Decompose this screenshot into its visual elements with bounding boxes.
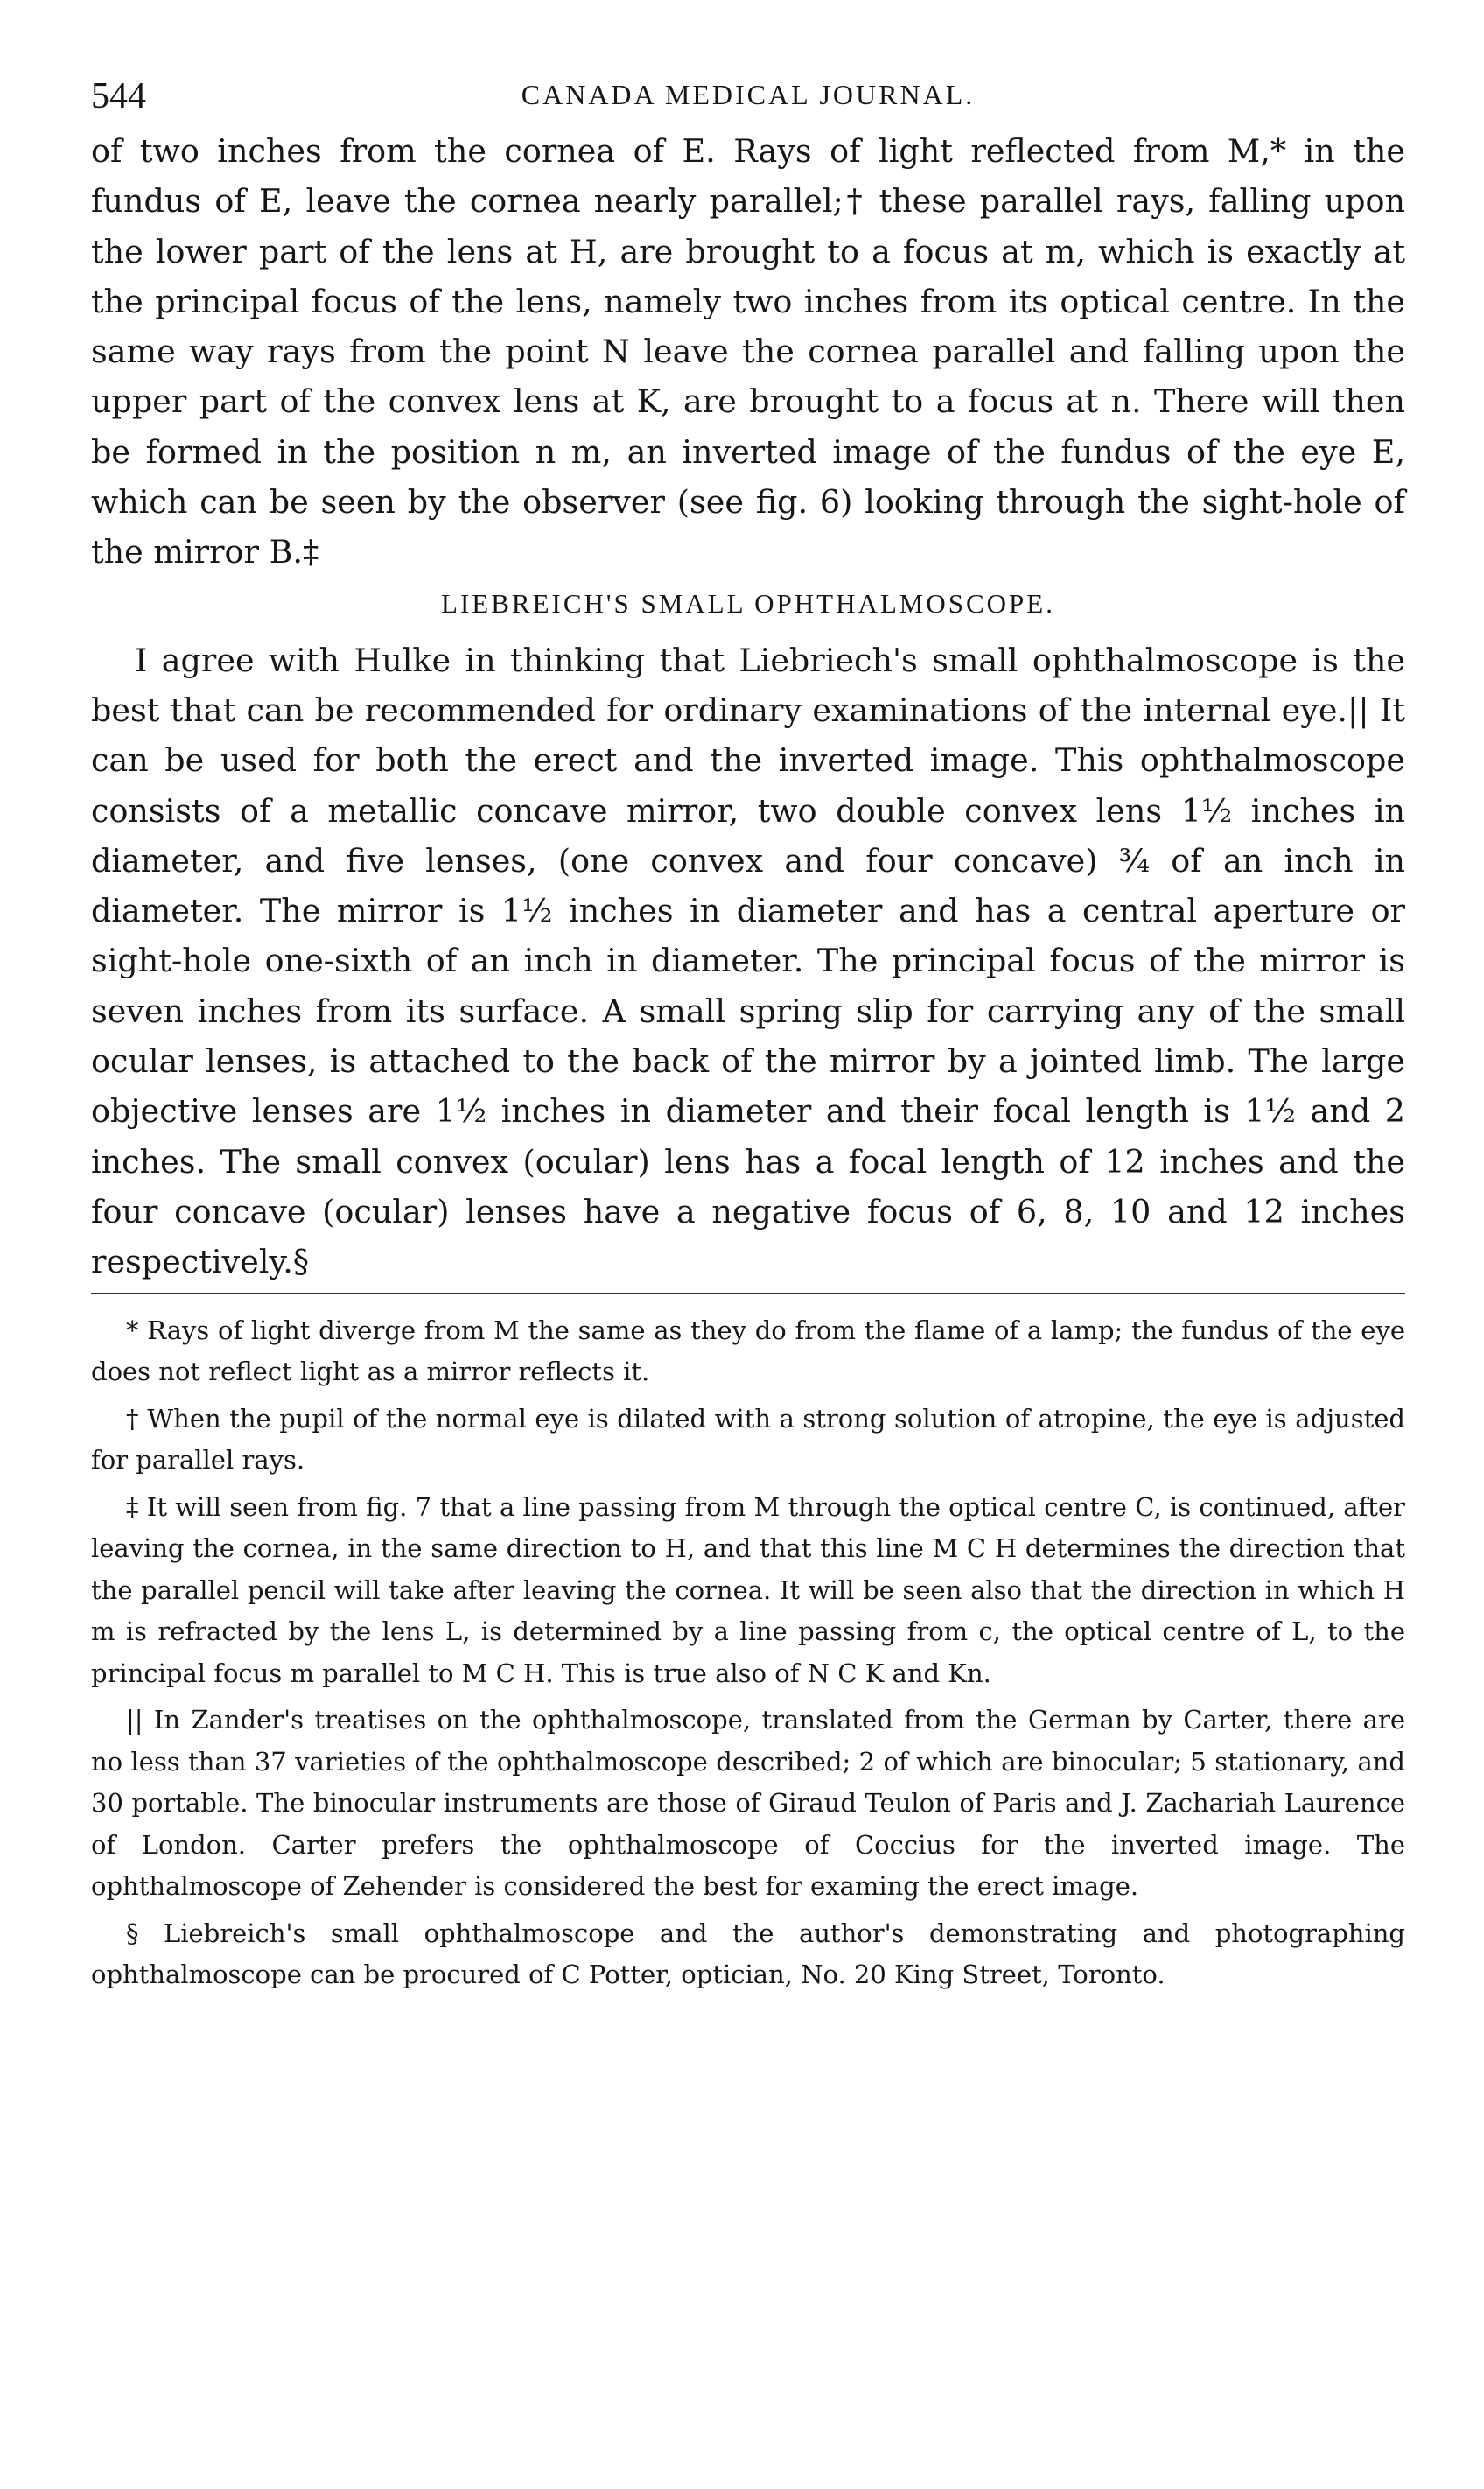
footnote-dagger: † When the pupil of the normal eye is dilated with a strong solution of atropine, the eye is adjusted for parallel rays. — [91, 1403, 1405, 1476]
body-paragraph-1: of two inches from the cornea of E. Rays of light reflected from M,* in the fundus of E, leave the cornea nearly parallel;† these parallel rays, falling upon the lower part of the lens at H, are brought to a focus at m, which is exactly at the principal focus of the lens, namely two inches from its optical centre. In the same way rays from the point N leave the cornea parallel and falling upon the upper part of the convex lens at K, are brought to a focus at n. There will then be formed in the position n m, an inverted image of the fundus of the eye E, which can be seen by the observer (see fig. 6) looking through the sight-hole of the mirror B.‡ — [91, 132, 1405, 571]
body-text — [91, 126, 1405, 1287]
footnote-parallel: || In Zander's treatises on the ophthalmoscope, translated from the German by Carter, there are no less than 37 varieties of the ophthalmoscope described; 2 of which are binocular; 5 stationary, and 30 portable. The binocular instruments are those of Giraud Teulon of Paris and J. Zachariah Laurence of London. Carter prefers the ophthalmoscope of Coccius for the inverted image. The ophthalmoscope of Zehender is considered the best for examing the erect image. — [91, 1705, 1405, 1902]
body-paragraph-2: I agree with Hulke in thinking that Liebriech's small ophthalmoscope is the best that can be recommended for ordinary examinations of the internal eye.|| It can be used for both the erect and the inverted image. This ophthalmoscope consists of a metallic concave mirror, two double convex lens 1½ inches in diameter, and five lenses, (one convex and four concave) ¾ of an inch in diameter. The mirror is 1½ inches in diameter and has a central aperture or sight-hole one-sixth of an inch in diameter. The principal focus of the mirror is seven inches from its surface. A small spring slip for carrying any of the small ocular lenses, is attached to the back of the mirror by a jointed limb. The large objective lenses are 1½ inches in diameter and their focal length is 1½ and 2 inches. The small convex (ocular) lens has a focal length of 12 inches and the four concave (ocular) lenses have a negative focus of 6, 8, 10 and 12 inches respectively.§ — [91, 641, 1405, 1281]
footnote-star: * Rays of light diverge from M the same as they do from the flame of a lamp; the fundus of the eye does not reflect light as a mirror reflects it. — [91, 1315, 1405, 1387]
footnote-divider — [91, 1293, 1405, 1294]
page-number: 544 — [91, 76, 146, 116]
footnote-double-dagger: ‡ It will seen from fig. 7 that a line passing from M through the optical centre C, is continued, after leaving the cornea, in the same direction to H, and that this line M C H determines the direction that the parallel pencil will take after leaving the cornea. It will be seen also that the direction in which H m is refracted by the lens L, is determined by a line passing from c, the optical centre of L, to the principal focus m parallel to M C H. This is true also of N C K and Kn. — [91, 1491, 1405, 1688]
footnote-section: § Liebreich's small ophthalmoscope and the author's demonstrating and photographing ophthalmoscope can be procured of C Potter, optician, No. 20 King Street, Toronto. — [91, 1918, 1405, 1990]
section-heading: LIEBREICH'S SMALL OPHTHALMOSCOPE. — [441, 587, 1055, 619]
journal-title: CANADA MEDICAL JOURNAL. — [521, 79, 976, 110]
journal-page — [91, 65, 1405, 2002]
running-head — [91, 65, 1405, 126]
footnotes — [91, 1310, 1405, 1996]
